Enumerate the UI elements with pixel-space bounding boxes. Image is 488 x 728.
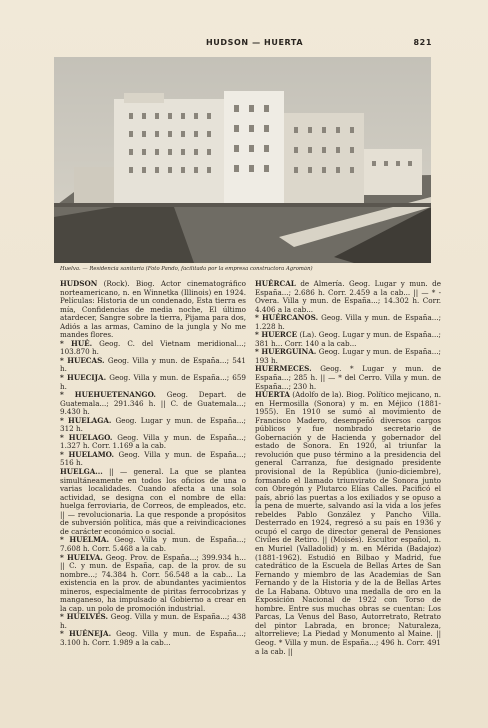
dictionary-entry: * HUELAGA. Geog. Lugar y mun. de España...; 312 h. <box>60 415 246 434</box>
photo-caption: Huelva. — Residencia sanitaria (Foto Pando, facilitada por la empresa constructora Agromán) <box>60 266 313 272</box>
dictionary-entry: * HUÉNEJA. Geog. Villa y mun. de España...; 3.100 h. Corr. 1.989 a la cab... <box>60 629 246 647</box>
dictionary-entry: * HUELAMO. Geog. Villa y mun. de España...; 516 h. <box>60 449 246 468</box>
dictionary-entry: * HUELVA. Geog. Prov. de España...; 399.934 h... || C. y mun. de España, cap. de la prov. de su nombre...; 74.384 h. Corr. 56.548 a la cab... La existencia en la prov. de abundantes yacimientos mineros, especialmente de piritas ferrocobrizas y manganeso, ha impulsado al Gobierno a crear en la cap. un polo de promoción industrial. <box>60 552 246 613</box>
right-column <box>255 280 441 656</box>
dictionary-entry: HUELGA... || — general. La que se plantea simultáneamente en todos los oficios de una o varias localidades. Cuando afecta a una sola actividad, se designa con el nombre de ella: huelga ferroviaria, de Correos, de empleados, etc. || — revolucionaria. La que responde a propósitos de subversión política, más que a reivindicaciones de carácter económico o social. <box>60 467 246 536</box>
dictionary-entry: * HUECIJA. Geog. Villa y mun. de España...; 659 h. <box>60 373 246 391</box>
building-photo <box>54 57 431 263</box>
dictionary-entry: * HUELMA. Geog. Villa y mun. de España...; 7.608 h. Corr. 5.468 a la cab. <box>60 535 246 553</box>
dictionary-entry: * HUELAGO. Geog. Villa y mun. de España...; 1.327 h. Corr. 1.169 a la cab. <box>60 432 246 451</box>
dictionary-entry: * HUERCE (La). Geog. Lugar y mun. de España...; 381 h... Corr. 140 a la cab... <box>255 330 441 348</box>
dictionary-entry: * HUELVES. Geog. Villa y mun. de España...; 438 h. <box>60 612 246 630</box>
dictionary-entry: * HUECAS. Geog. Villa y mun. de España...; 541 h. <box>60 355 246 374</box>
page-header-title: HUDSON — HUERTA <box>206 38 304 47</box>
dictionary-entry: HUÉRCAL de Almería. Geog. Lugar y mun. de España...; 2.686 h. Corr. 2.459 a la cab... || — * -Overa. Villa y mun. de España...; 14.302 h. Corr. 4.406 a la cab... <box>255 279 441 314</box>
page-number: 821 <box>413 38 432 47</box>
dictionary-entry: * HUEHUETENANGO. Geog. Depart. de Guatemala...; 291.346 h. || C. de Guatemala...; 9.430 h. <box>60 390 247 417</box>
dictionary-entry: * HUÉRCANOS. Geog. Villa y mun. de España...; 1.228 h. <box>255 313 441 331</box>
dictionary-entry: * HUÉ. Geog. C. del Vietnam meridional...; 103.870 h. <box>60 338 246 357</box>
dictionary-entry: HUERMECES. Geog. * Lugar y mun. de España...; 285 h. || — * del Cerro. Villa y mun. de España...; 230 h. <box>255 364 441 391</box>
dictionary-entry: HUERTA (Adolfo de la). Biog. Político mejicano, n. en Hermosilla (Sonora) y m. en Méjico (1881-1955). En 1910 se sumó al movimiento de Francisco Madero, desempeñó diversos cargos públicos y fue nombrado secretario de Gobernación y de Hacienda y gobernador del estado de Sonora. En 1920, al triunfar la revolución que puso término a la presidencia del general Carranza, fue designado presidente provisional de la República (junio-diciembre), formando el llamado triunvirato de Sonora junto con Obregón y Plutarco Elías Calles. Pacificó el país, abrió las puertas a los exiliados y se opuso a la pena de muerte, salvando así la vida a los jefes rebeldes Pablo González y Pancho Villa. Desterrado en 1924, regresó a su país en 1936 y ocupó el cargo de director general de Pensiones Civiles de Retiro. || (Moisés). Escultor español, n. en Muriel (Valladolid) y m. en Mérida (Badajoz) (1881-1962). Estudió en Bilbao y Madrid, fue catedrático de la Escuela de Bellas Artes de San Fernando y miembro de las Academias de San Fernando y de la Historia y de la de Bellas Artes de La Habana. Obtuvo una medalla de oro en la Exposición Nacional de 1922 con Torso de hombre. Entre sus muchas obras se cuentan: Los Parcas, La Venus del Baso, Autorretrato, Retrato del pintor Labrada, en bronce; Naturaleza, altorrelieve; La Piedad y Monumento al Maine. || Geog. * Villa y mun. de España...; 496 h. Corr. 491 a la cab. || <box>255 390 441 656</box>
left-column <box>60 280 246 648</box>
dictionary-entry: * HUERGUINA. Geog. Lugar y mun. de España...; 193 h. <box>255 347 441 365</box>
dictionary-entry: HUDSON (Rock). Biog. Actor cinematográfico norteamericano, n. en Winnetka (Illinois) en 1924. Películas: Historia de un condenado, Esta tierra es mía, Confidencias de media noche, El último atardecer, Sangre sobre la tierra, Pijama para dos, Adiós a las armas, Camino de la jungla y No me mandes flores. <box>60 279 246 340</box>
running-header <box>56 38 432 50</box>
